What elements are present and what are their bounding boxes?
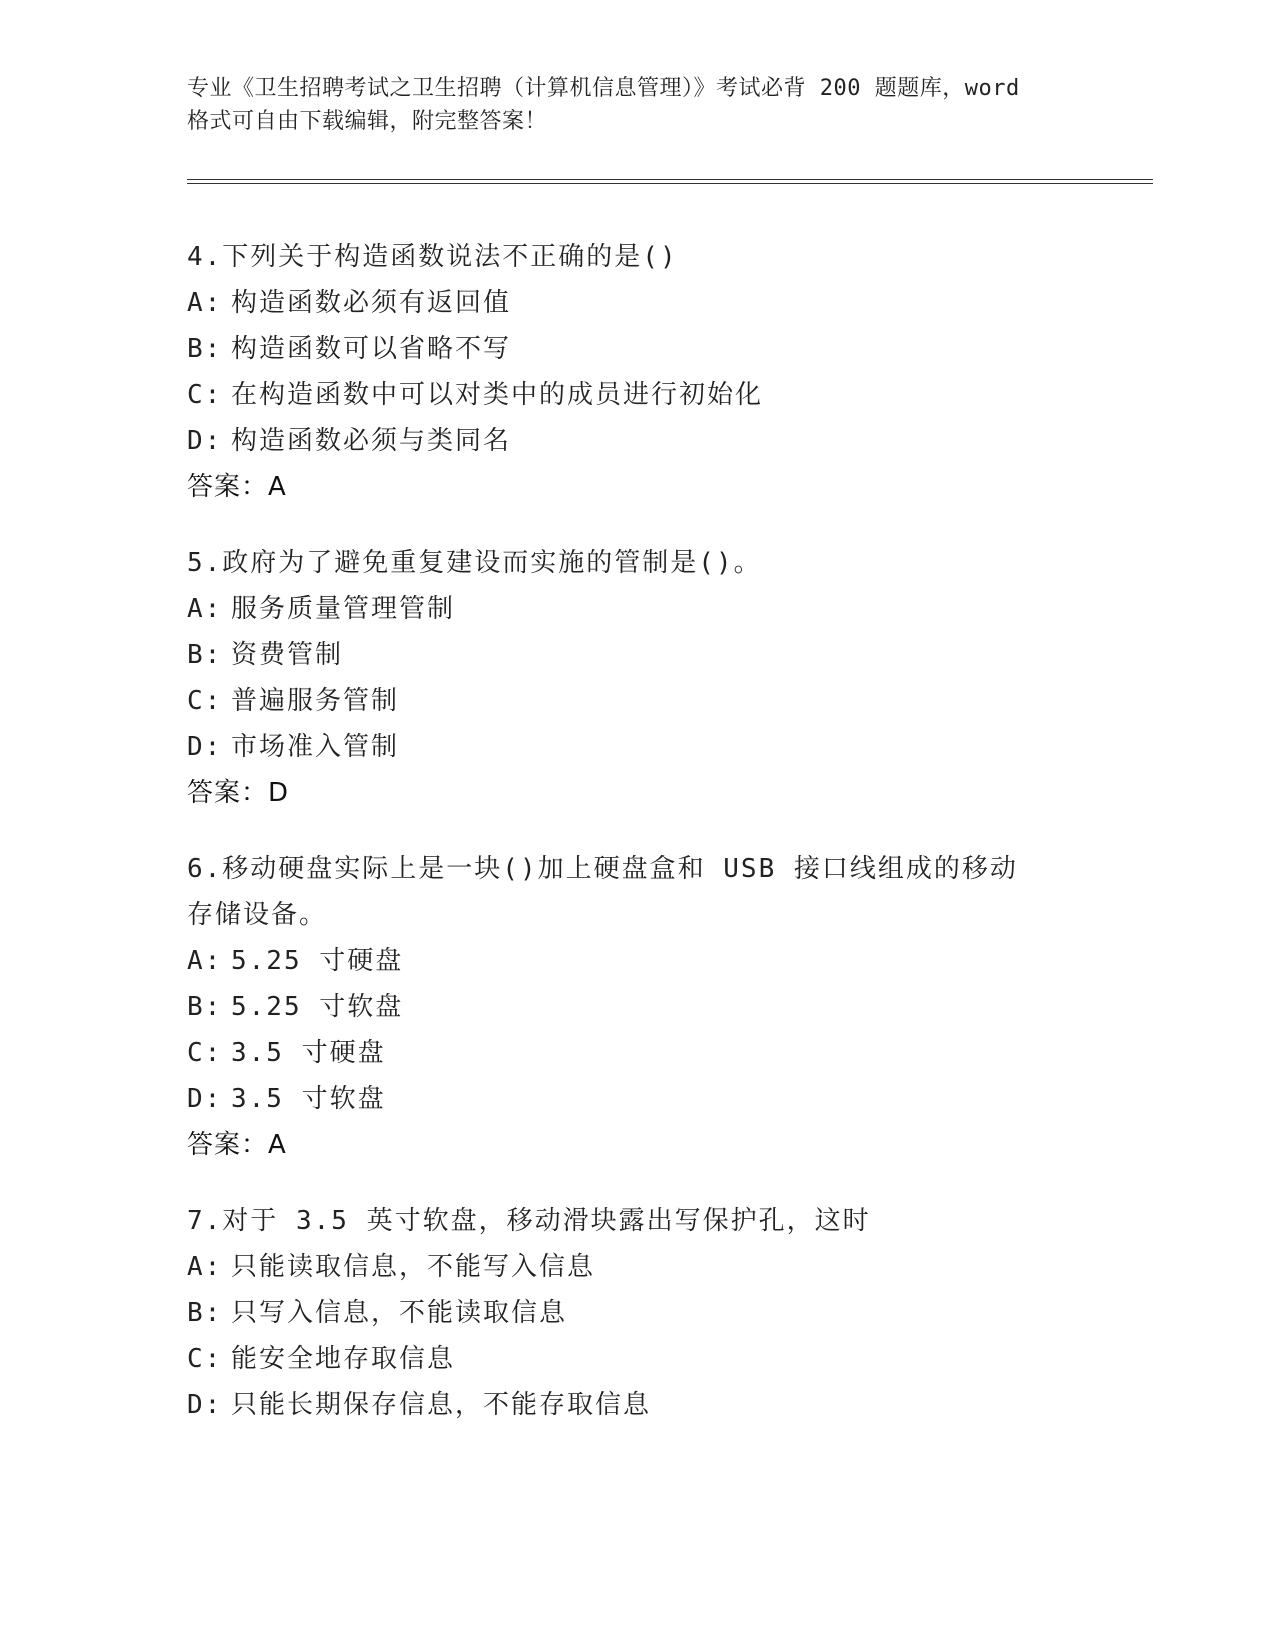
option-text: 只能长期保存信息，不能存取信息 — [231, 1390, 652, 1420]
option-c — [187, 1336, 1087, 1382]
option-a — [187, 1244, 1087, 1290]
option-letter: A: — [187, 946, 223, 976]
header-divider — [187, 179, 1153, 184]
option-b — [187, 632, 1087, 678]
option-text: 构造函数必须有返回值 — [231, 288, 512, 318]
option-text: 服务质量管理管制 — [231, 594, 456, 624]
option-text: 只能读取信息，不能写入信息 — [231, 1252, 596, 1282]
option-b — [187, 984, 1087, 1030]
answer-line: 答案：A — [187, 472, 287, 502]
option-letter: D: — [187, 1390, 223, 1420]
option-text: 在构造函数中可以对类中的成员进行初始化 — [231, 380, 764, 410]
question-stem: 5.政府为了避免重复建设而实施的管制是()。 — [187, 548, 762, 578]
option-letter: D: — [187, 1084, 223, 1114]
option-letter: C: — [187, 686, 223, 716]
option-a — [187, 280, 1087, 326]
option-letter: C: — [187, 1344, 223, 1374]
option-a — [187, 586, 1087, 632]
option-b — [187, 326, 1087, 372]
option-text: 资费管制 — [231, 640, 344, 670]
option-c — [187, 1030, 1087, 1076]
option-letter: A: — [187, 594, 223, 624]
option-text: 5.25 寸硬盘 — [231, 946, 404, 976]
option-letter: C: — [187, 380, 223, 410]
option-letter: C: — [187, 1038, 223, 1068]
answer-line: 答案：A — [187, 1130, 287, 1160]
option-letter: D: — [187, 426, 223, 456]
option-text: 只写入信息，不能读取信息 — [231, 1298, 568, 1328]
option-letter: A: — [187, 1252, 223, 1282]
option-text: 市场准入管制 — [231, 732, 400, 762]
option-text: 普遍服务管制 — [231, 686, 400, 716]
option-text: 5.25 寸软盘 — [231, 992, 404, 1022]
header-line-1: 专业《卫生招聘考试之卫生招聘（计算机信息管理）》考试必背 200 题题库，word — [187, 76, 1020, 101]
question-list — [187, 234, 1087, 1458]
option-text: 能安全地存取信息 — [231, 1344, 456, 1374]
answer-line: 答案：D — [187, 778, 290, 808]
option-text: 构造函数可以省略不写 — [231, 334, 512, 364]
option-letter: D: — [187, 732, 223, 762]
question-stem: 4.下列关于构造函数说法不正确的是() — [187, 242, 678, 272]
option-text: 3.5 寸硬盘 — [231, 1038, 386, 1068]
question-6 — [187, 846, 1087, 1168]
option-letter: B: — [187, 1298, 223, 1328]
option-letter: B: — [187, 640, 223, 670]
option-letter: A: — [187, 288, 223, 318]
question-stem: 7.对于 3.5 英寸软盘，移动滑块露出写保护孔，这时 — [187, 1206, 871, 1236]
option-letter: B: — [187, 334, 223, 364]
option-a — [187, 938, 1087, 984]
option-c — [187, 372, 1087, 418]
option-d — [187, 1076, 1087, 1122]
question-7 — [187, 1198, 1087, 1428]
option-text: 3.5 寸软盘 — [231, 1084, 386, 1114]
option-c — [187, 678, 1087, 724]
header-line-2: 格式可自由下载编辑，附完整答案！ — [187, 109, 548, 134]
question-stem: 6.移动硬盘实际上是一块()加上硬盘盒和 USB 接口线组成的移动存储设备。 — [187, 854, 1018, 930]
question-4 — [187, 234, 1087, 510]
option-letter: B: — [187, 992, 223, 1022]
document-header — [187, 72, 1087, 138]
question-5 — [187, 540, 1087, 816]
option-d — [187, 418, 1087, 464]
option-d — [187, 724, 1087, 770]
option-b — [187, 1290, 1087, 1336]
option-text: 构造函数必须与类同名 — [231, 426, 512, 456]
option-d — [187, 1382, 1087, 1428]
